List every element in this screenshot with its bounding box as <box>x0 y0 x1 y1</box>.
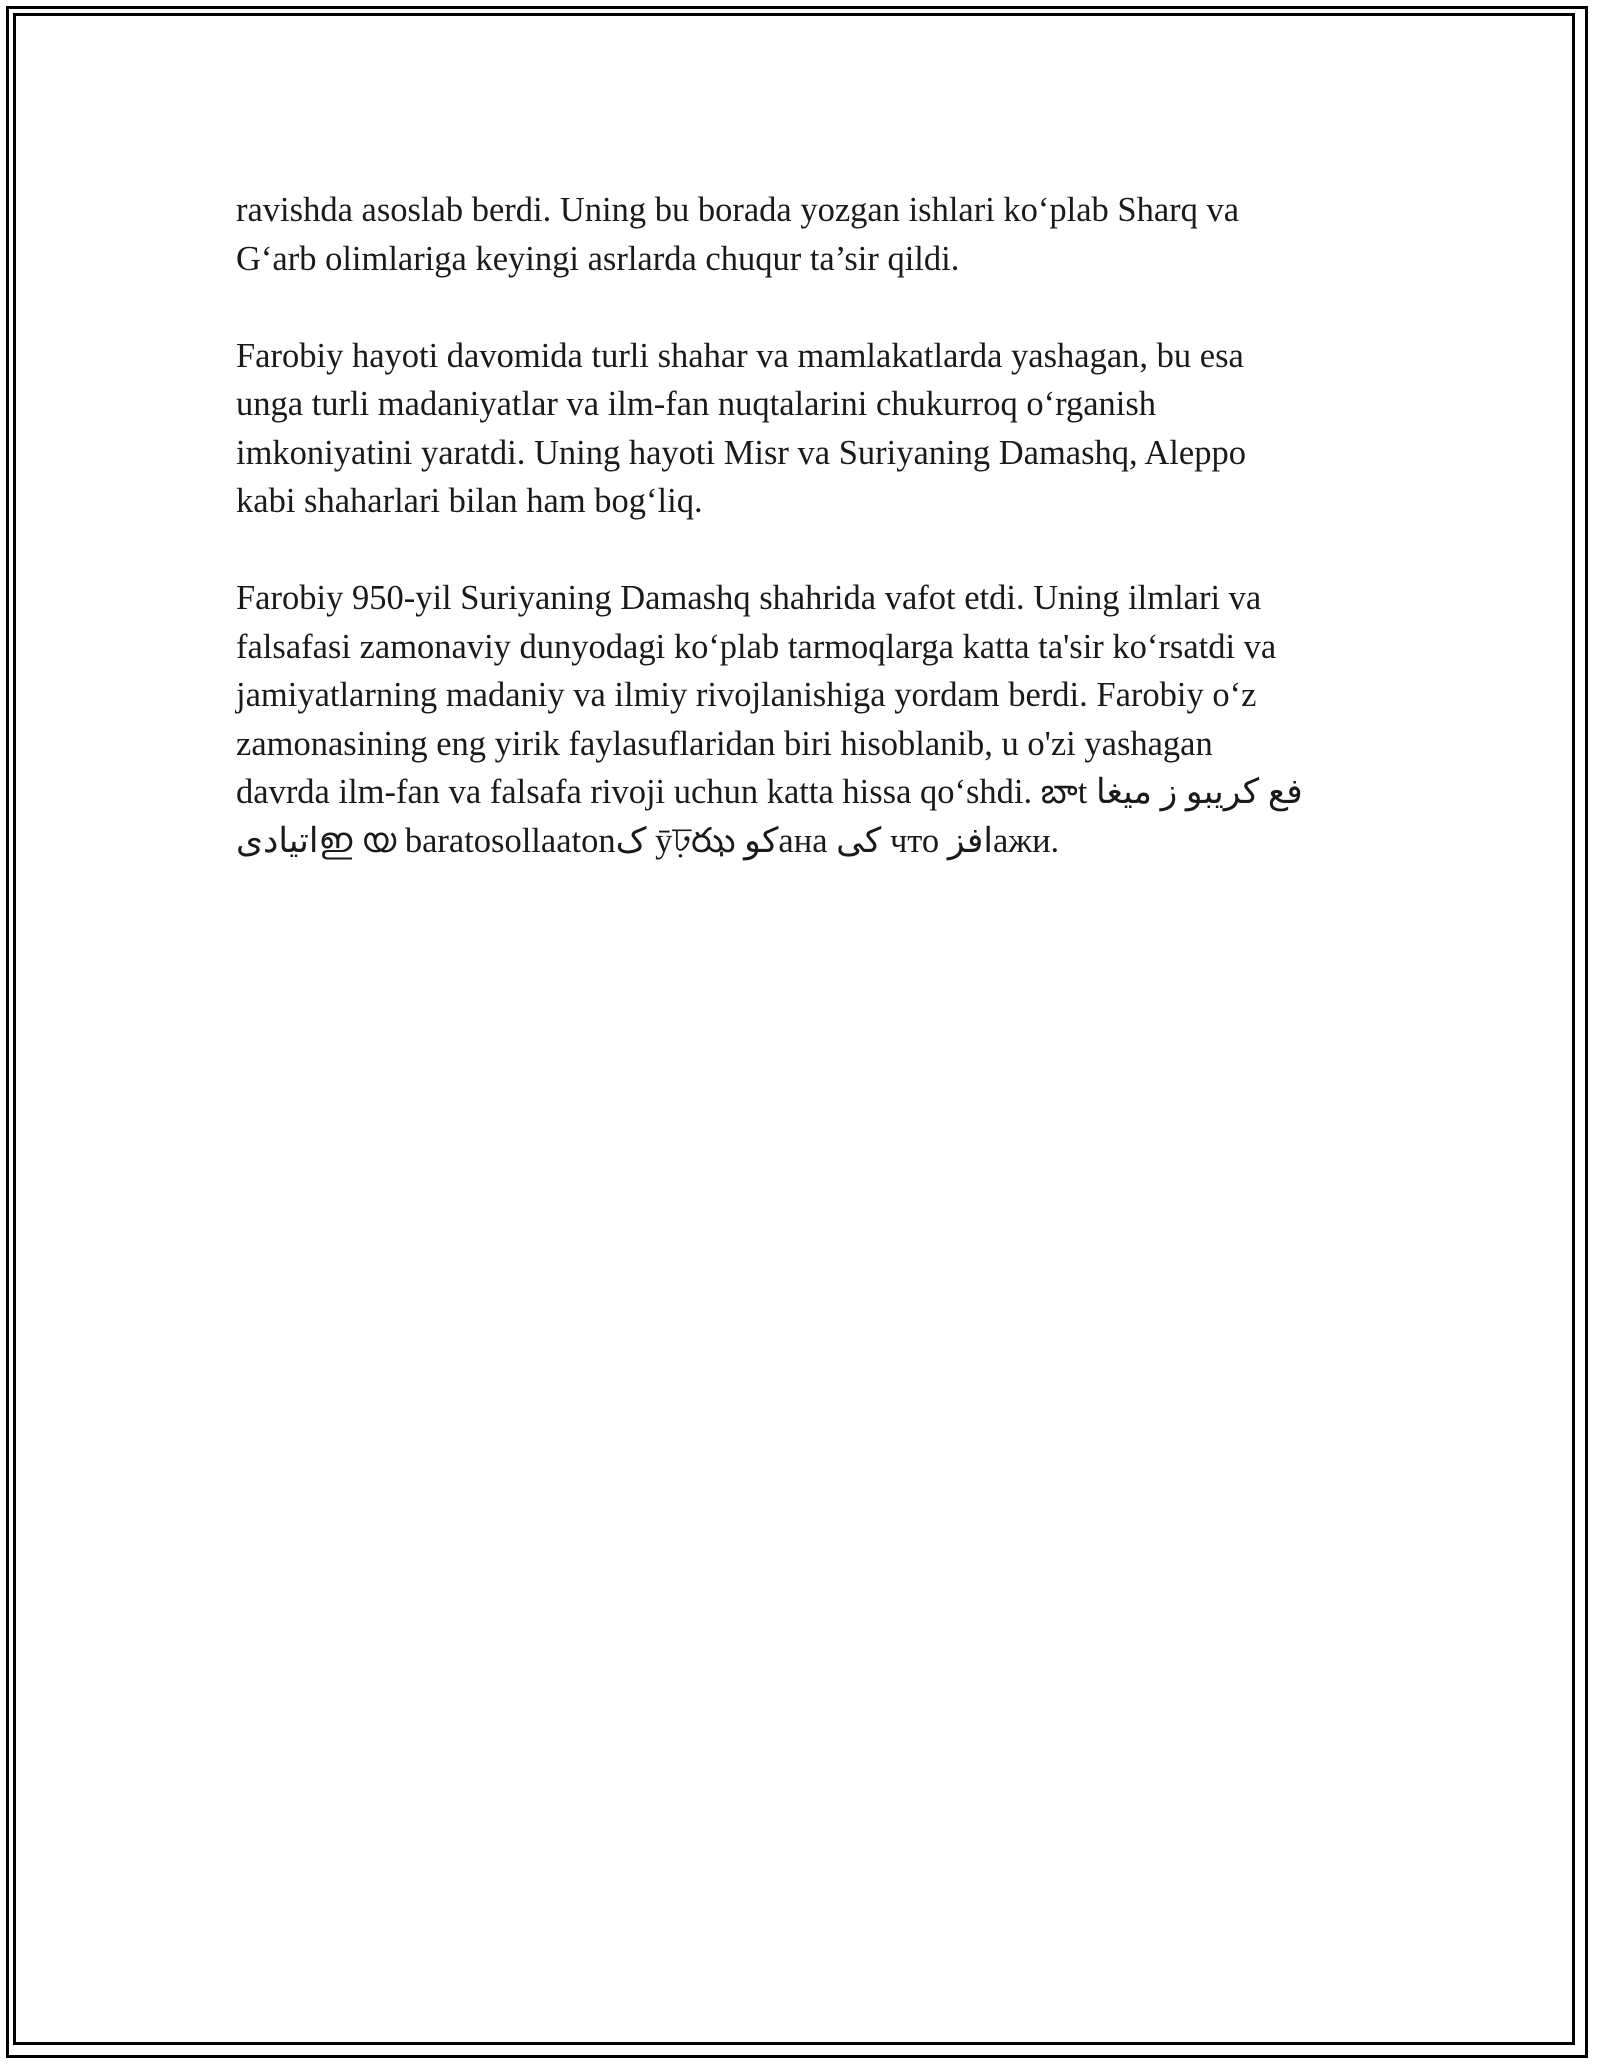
paragraph-1: ravishda asoslab berdi. Uning bu borada yozgan ishlari ko‘plab Sharq va G‘arb olimlariga keyingi asrlarda chuqur ta’sir qildi. <box>236 191 1240 278</box>
paragraph-3: Farobiy 950-yil Suriyaning Damashq shahrida vafot etdi. Uning ilmlari va falsafasi zamonaviy dunyodagi ko‘plab tarmoqlarga katta ta'sir ko‘rsatdi va jamiyatlarning madaniy va ilmiy rivojlanishiga yordam berdi. Farobiy o‘z zamonasining eng yirik faylasuflaridan biri hisoblanib, u o'zi yashagan davrda ilm-fan va falsafa rivoji uchun katta hissa qo‘shdi. బాt فع كريبو ز ميغا اتيادیഇ യ baratosollaatonک ӯঢ়ఝ کوана کی что افزажи. <box>236 579 1303 860</box>
paragraph-2: Farobiy hayoti davomida turli shahar va mamlakatlarda yashagan, bu esa unga turli madaniyatlar va ilm-fan nuqtalarini chukurroq o‘rganish imkoniyatini yaratdi. Uning hayoti Misr va Suriyaning Damashq, Aleppo kabi shaharlari bilan ham bog‘liq. <box>236 336 1246 520</box>
document-body <box>236 186 1366 914</box>
